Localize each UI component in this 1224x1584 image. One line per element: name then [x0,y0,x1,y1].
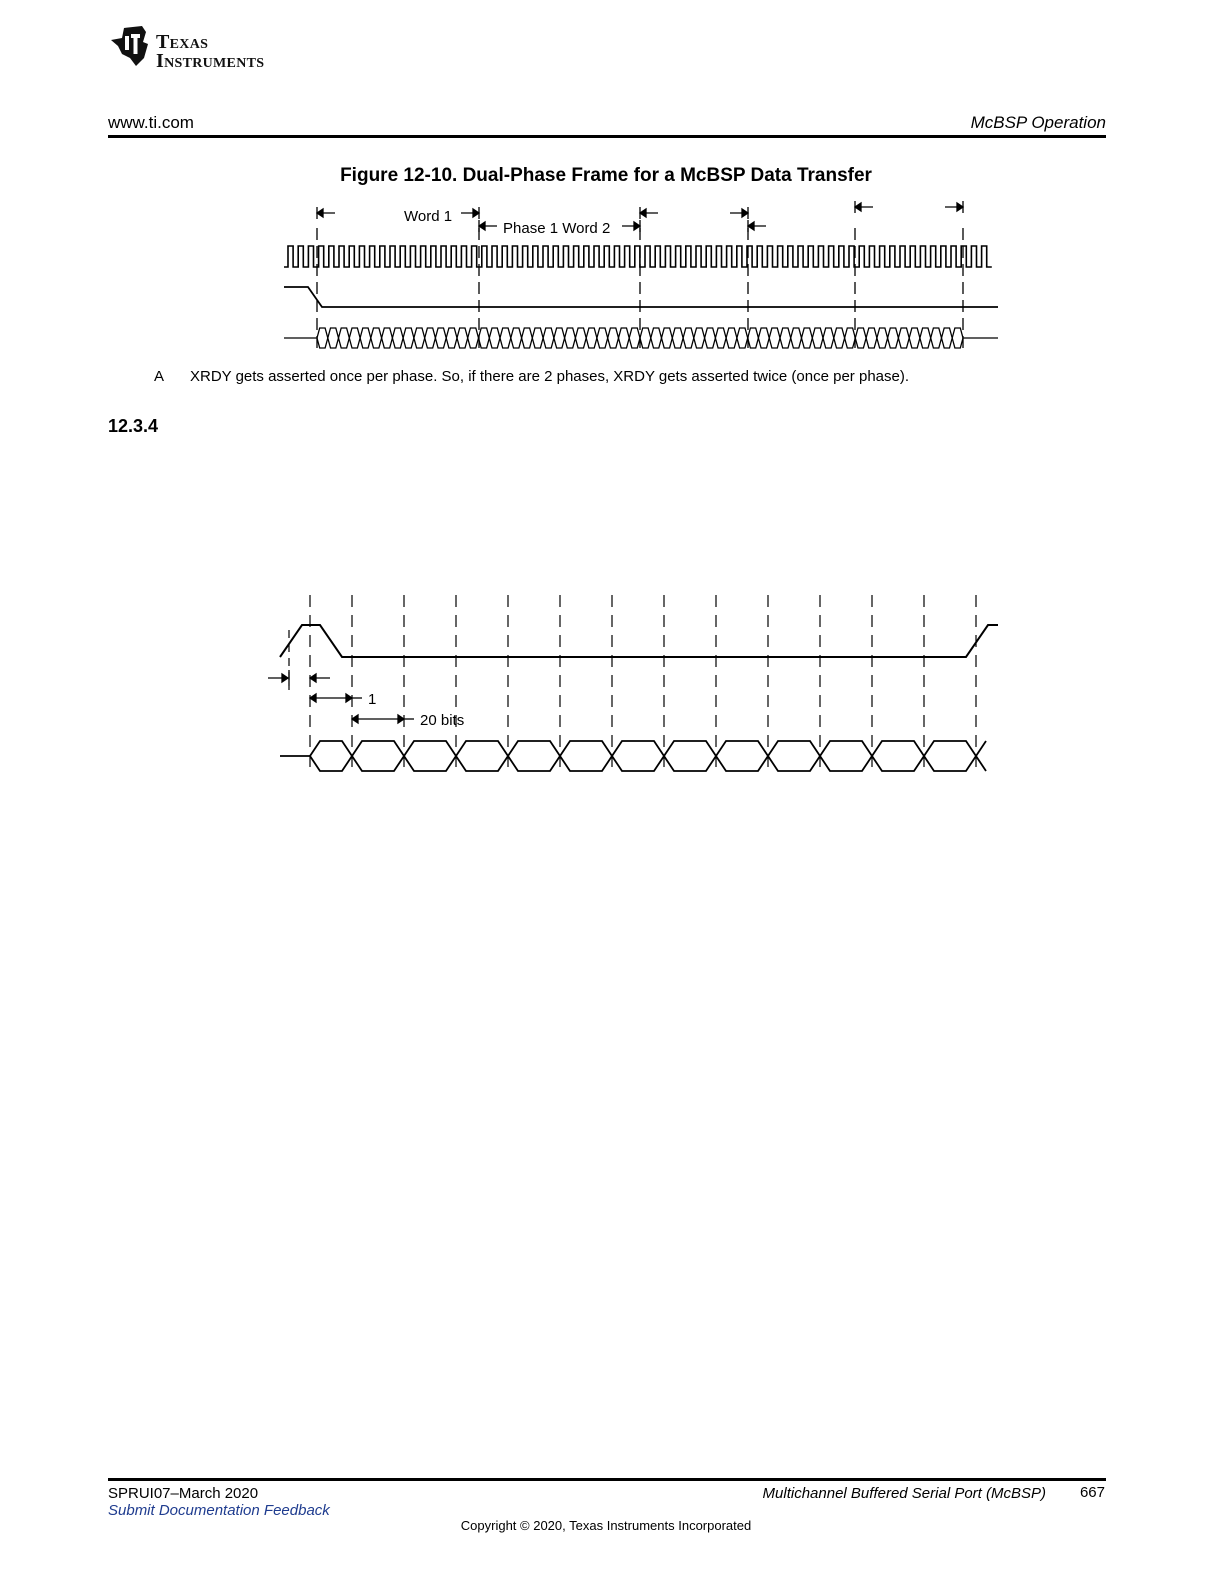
data-bit-5 [360,328,371,348]
data-word-11 [820,741,872,771]
boundary-arrow-5 [622,220,640,232]
data-bit-2 [328,328,339,348]
data-bit-53 [877,328,888,348]
data-bit-6 [371,328,382,348]
data-word-4 [456,741,508,771]
data-bit-58 [931,328,942,348]
data-bit-27 [597,328,608,348]
page-number: 667 [1079,1484,1105,1501]
figure-title: Figure 12-10. Dual-Phase Frame for a McBSP Data Transfer [340,165,872,186]
data-bit-17 [489,328,500,348]
ti-logo [108,24,308,74]
data-bit-51 [855,328,866,348]
delay-label: 1 [368,691,377,708]
data-bit-47 [812,328,823,348]
data-bit-13 [446,328,457,348]
section-number: 12.3.4 [108,416,159,436]
data-word-10 [768,741,820,771]
dual-phase-timing-diagram [0,195,1224,365]
data-bit-46 [802,328,813,348]
data-bit-42 [758,328,769,348]
data-bit-23 [554,328,565,348]
data-bit-7 [382,328,393,348]
data-bit-33 [662,328,673,348]
header-section-title: McBSP Operation [970,113,1106,132]
figure-note-text: XRDY gets asserted once per phase. So, if there are 2 phases, XRDY gets asserted twice (once per phase). [190,368,910,385]
data-bit-15 [468,328,479,348]
data-bit-39 [726,328,737,348]
data-bit-50 [845,328,856,348]
boundary-arrow-3 [479,220,497,232]
data-bit-31 [640,328,651,348]
data-bit-3 [339,328,350,348]
data-bit-28 [608,328,619,348]
data-bit-36 [694,328,705,348]
data-signal [284,328,998,348]
clock-waveform [284,246,992,267]
data-bit-25 [575,328,586,348]
data-bit-37 [705,328,716,348]
data-bit-30 [629,328,640,348]
boundary-arrow-4 [640,207,658,219]
logo-line2: Instruments [156,50,265,72]
data-word-13 [924,741,976,771]
frame-sync-signal [284,287,998,307]
logo-line1: Texas [156,31,209,53]
data-bit-54 [888,328,899,348]
boundary-arrow-2 [461,207,479,219]
bit-boundary-markers [289,595,976,770]
word1-label: Word 1 [404,208,453,225]
data-bit-12 [435,328,446,348]
data-word-12 [872,741,924,771]
data-word-7 [612,741,664,771]
data-word-3 [404,741,456,771]
frame-timing-diagram [0,585,1224,785]
boundary-arrow-6 [730,207,748,219]
data-bit-4 [349,328,360,348]
frame-sync-pulse [280,625,998,657]
data-bit-56 [909,328,920,348]
data-bit-21 [532,328,543,348]
data-word-5 [508,741,560,771]
data-bit-44 [780,328,791,348]
data-bit-14 [457,328,468,348]
data-bit-20 [522,328,533,348]
copyright: Copyright © 2020, Texas Instruments Incorporated [460,1518,752,1533]
data-bit-59 [942,328,953,348]
footer-doc-id: SPRUI07–March 2020 [108,1485,259,1502]
data-bit-18 [500,328,511,348]
data-bit-57 [920,328,931,348]
boundary-arrow-7 [748,220,766,232]
data-bit-22 [543,328,554,348]
phase1-word2-label: Phase 1 Word 2 [503,220,611,237]
data-bit-34 [672,328,683,348]
word-length-label: 20 bits [420,712,465,729]
data-bit-52 [866,328,877,348]
data-word-2 [352,741,404,771]
data-bit-40 [737,328,748,348]
data-bit-29 [619,328,630,348]
data-bit-32 [651,328,662,348]
data-word-8 [664,741,716,771]
header-site-link[interactable]: www.ti.com [108,113,194,132]
data-bit-19 [511,328,522,348]
data-bits-signal [280,741,986,771]
data-bit-9 [403,328,414,348]
data-word-6 [560,741,612,771]
data-bit-45 [791,328,802,348]
data-bit-11 [425,328,436,348]
header-rule [108,135,1106,138]
ti-logo-icon [108,24,154,68]
data-bit-24 [565,328,576,348]
setup-arrows [268,670,414,723]
data-bit-55 [898,328,909,348]
data-bit-1 [317,328,328,348]
data-bit-43 [769,328,780,348]
data-end-cross [976,741,986,771]
boundary-arrow-8 [855,201,873,213]
footer-rule [108,1478,1106,1481]
data-bit-35 [683,328,694,348]
data-bit-8 [392,328,403,348]
footer-doc-title: Multichannel Buffered Serial Port (McBSP) [762,1485,1046,1502]
clock-signal [284,246,992,267]
data-bit-16 [479,328,490,348]
data-bit-26 [586,328,597,348]
data-bit-60 [952,328,963,348]
data-bit-49 [834,328,845,348]
data-bit-38 [715,328,726,348]
data-bit-41 [748,328,759,348]
boundary-arrow-9 [945,201,963,213]
figure-note-marker: A [154,368,165,385]
data-word-9 [716,741,768,771]
submit-feedback-link[interactable]: Submit Documentation Feedback [108,1502,330,1519]
data-bit-10 [414,328,425,348]
boundary-arrow-1 [317,207,335,219]
data-word-1 [310,741,352,771]
data-bit-48 [823,328,834,348]
